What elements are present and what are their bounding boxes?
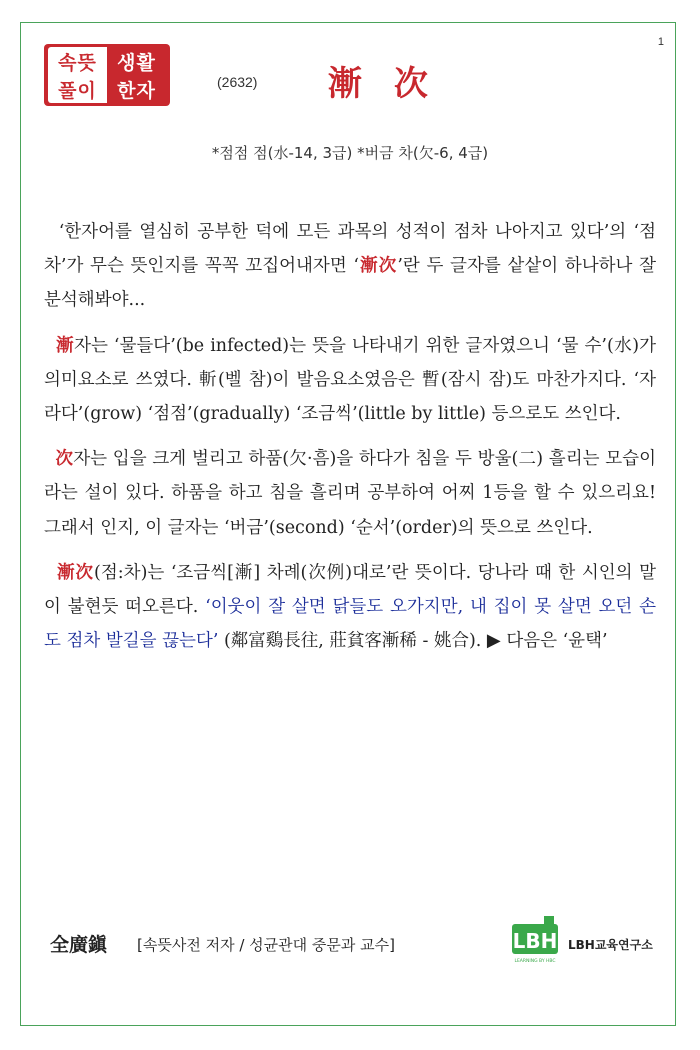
highlight-term: 次 <box>55 449 74 470</box>
doc-number: (2632) <box>217 74 258 90</box>
lbh-logo-icon <box>510 916 560 966</box>
page-number: 1 <box>657 36 664 48</box>
highlight-term: 漸 <box>56 335 75 356</box>
logo-small-text: LEARNING BY HBC <box>514 959 556 964</box>
paragraph-4 <box>44 556 656 659</box>
institute-name: LBH교육연구소 <box>568 938 653 952</box>
triangle-right-icon: ▶ <box>486 630 501 652</box>
next-topic: 다음은 ‘윤택’ <box>500 631 608 652</box>
logo-letters: LBH <box>512 929 558 953</box>
paragraph-2 <box>44 329 656 432</box>
highlight-term: 漸次 <box>358 256 398 277</box>
sokttt-logo <box>44 44 170 106</box>
author-role: [속뜻사전 저자 / 성균관대 중문과 교수] <box>137 936 395 954</box>
highlight-term: 漸次 <box>57 562 95 583</box>
logo-cell: 생활 <box>117 51 156 74</box>
text: ‘한자어를 열심히 공부한 덕에 모든 과목의 성적이 점차 나아지고 있다’의 ‘점차’가 무슨 뜻인지를 꼭꼭 꼬집어내자면 ‘ <box>44 222 656 277</box>
logo-cell: 풀이 <box>48 75 107 103</box>
text: 자는 입을 크게 벌리고 하품(欠·흠)을 하다가 침을 두 방울(二) 흘리는 모습이라는 설이 있다. 하품을 하고 침을 흘리며 공부하여 어찌 1등을 할 수 있으리요! 그래서 인지, 이 글자는 ‘버금’(second) ‘순서’(order)의 뜻으로 쓰인다. <box>44 449 656 538</box>
text: ’란 두 글자를 샅샅이 하나하나 잘 분석해봐야... <box>44 256 657 311</box>
paragraph-1 <box>44 215 656 318</box>
logo-cell: 한자 <box>117 79 156 102</box>
article-body <box>44 215 656 669</box>
subtitle: *점점 점(水-14, 3급) *버금 차(欠-6, 4급) <box>211 144 489 162</box>
logo-cell: 속뜻 <box>48 47 107 75</box>
author-name: 全廣鎭 <box>50 934 108 956</box>
text: (점:차)는 ‘조금씩[漸] 차례(次例)대로’란 뜻이다. 당나라 때 한 시인의 말이 불현듯 떠오른다. <box>44 562 657 618</box>
poem-quote: ‘이웃이 잘 살면 닭들도 오가지만, 내 집이 못 살면 오던 손도 점차 발길을 끊는다’ <box>44 597 656 652</box>
page-title: 漸 次 <box>328 64 438 104</box>
text: (鄰富鷄長往, 莊貧客漸稀 - 姚合). <box>218 631 487 652</box>
paragraph-3 <box>44 442 656 545</box>
text: 자는 ‘물들다’(be infected)는 뜻을 나타내기 위한 글자였으니 ‘물 수’(水)가 의미요소로 쓰였다. 斬(벨 참)이 발음요소였음은 暫(잠시 잠)도 마찬가지다. ‘자라다’(grow) ‘점점’(gradually) ‘조금씩’(little by little) 등으로도 쓰인다. <box>44 335 656 425</box>
